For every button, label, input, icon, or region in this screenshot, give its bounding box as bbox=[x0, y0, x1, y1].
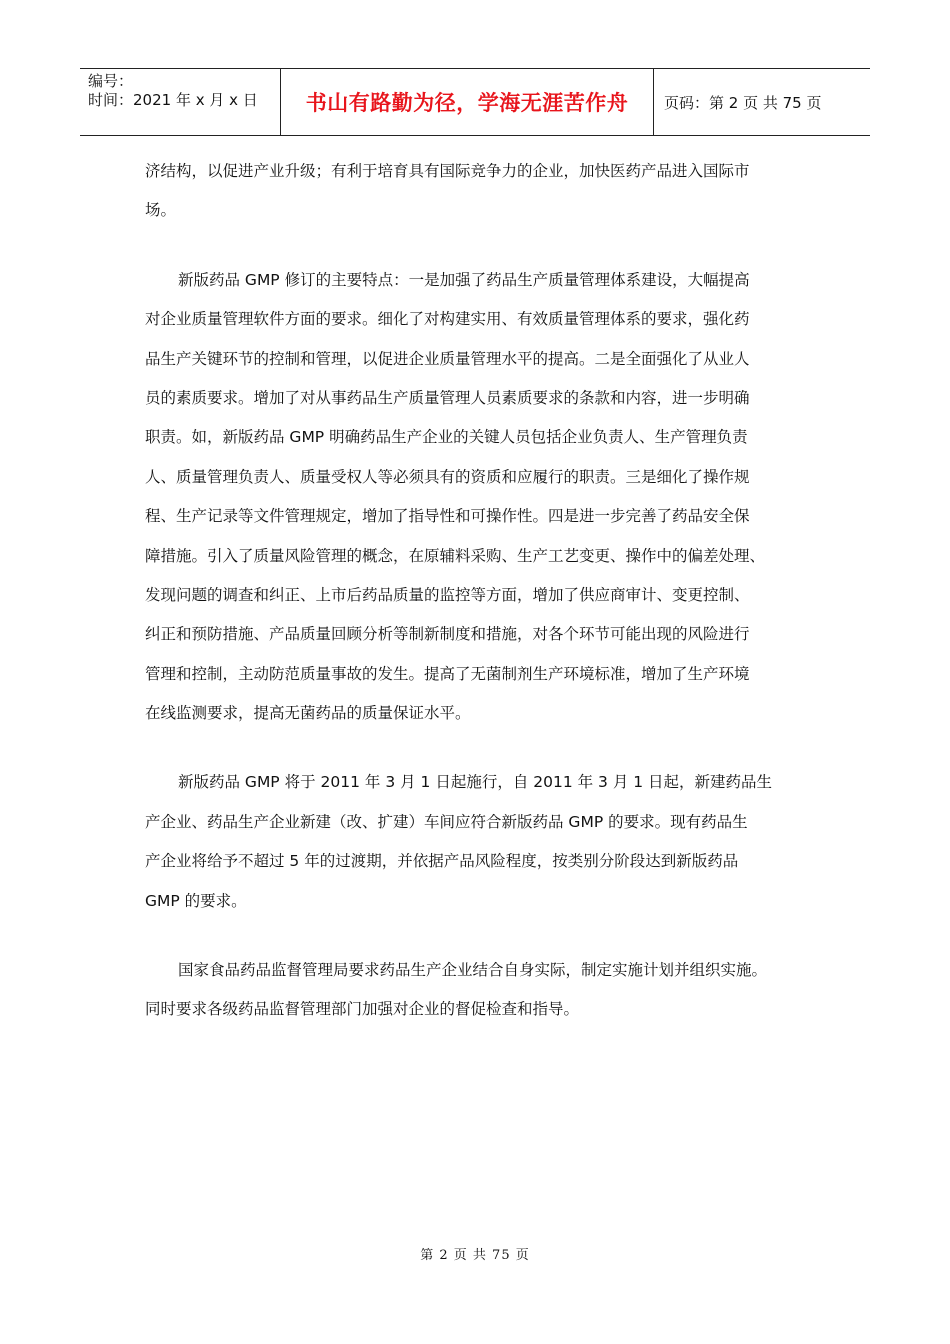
paragraph bbox=[145, 763, 810, 921]
paragraph bbox=[145, 152, 810, 231]
text-line: 新版药品 GMP 将于 2011 年 3 月 1 日起施行，自 2011 年 3 月 1 日起，新建药品生 bbox=[178, 773, 773, 792]
document-body bbox=[145, 152, 810, 1060]
text-line: 职责。如，新版药品 GMP 明确药品生产企业的关键人员包括企业负责人、生产管理负责 bbox=[145, 428, 748, 447]
document-time: 时间：2021 年 x 月 x 日 bbox=[88, 91, 258, 109]
header-motto: 书山有路勤为径，学海无涯苦作舟 bbox=[281, 69, 654, 135]
text-line: 纠正和预防措施、产品质量回顾分析等制新制度和措施，对各个环节可能出现的风险进行 bbox=[145, 625, 750, 644]
page-footer: 第 2 页 共 75 页 bbox=[420, 1248, 530, 1263]
text-line: 国家食品药品监督管理局要求药品生产企业结合自身实际，制定实施计划并组织实施。 bbox=[178, 961, 768, 980]
page-header bbox=[80, 68, 870, 136]
text-line: 员的素质要求。增加了对从事药品生产质量管理人员素质要求的条款和内容，进一步明确 bbox=[145, 388, 750, 407]
text-line: 程、生产记录等文件管理规定，增加了指导性和可操作性。四是进一步完善了药品安全保 bbox=[145, 507, 750, 526]
header-meta bbox=[80, 69, 281, 135]
text-line: 对企业质量管理软件方面的要求。细化了对构建实用、有效质量管理体系的要求，强化药 bbox=[145, 310, 750, 329]
text-line: 场。 bbox=[145, 201, 177, 220]
header-page-info: 页码：第 2 页 共 75 页 bbox=[664, 93, 822, 112]
text-line: 发现问题的调查和纠正、上市后药品质量的监控等方面，增加了供应商审计、变更控制、 bbox=[145, 585, 750, 604]
text-line: 产企业、药品生产企业新建（改、扩建）车间应符合新版药品 GMP 的要求。现有药品生 bbox=[145, 812, 748, 831]
paragraph bbox=[145, 951, 810, 1030]
paragraph bbox=[145, 261, 810, 734]
text-line: GMP 的要求。 bbox=[145, 891, 247, 910]
text-line: 济结构，以促进产业升级；有利于培育具有国际竞争力的企业，加快医药产品进入国际市 bbox=[145, 162, 750, 180]
document-number-label: 编号： bbox=[88, 72, 134, 90]
text-line: 同时要求各级药品监督管理部门加强对企业的督促检查和指导。 bbox=[145, 1000, 580, 1019]
text-line: 在线监测要求，提高无菌药品的质量保证水平。 bbox=[145, 704, 471, 723]
text-line: 人、质量管理负责人、质量受权人等必须具有的资质和应履行的职责。三是细化了操作规 bbox=[145, 467, 750, 486]
text-line: 障措施。引入了质量风险管理的概念，在原辅料采购、生产工艺变更、操作中的偏差处理、 bbox=[145, 546, 766, 565]
text-line: 产企业将给予不超过 5 年的过渡期，并依据产品风险程度，按类别分阶段达到新版药品 bbox=[145, 852, 739, 871]
text-line: 管理和控制，主动防范质量事故的发生。提高了无菌制剂生产环境标准，增加了生产环境 bbox=[145, 664, 750, 683]
text-line: 品生产关键环节的控制和管理，以促进企业质量管理水平的提高。二是全面强化了从业人 bbox=[145, 349, 750, 368]
text-line: 新版药品 GMP 修订的主要特点：一是加强了药品生产质量管理体系建设，大幅提高 bbox=[178, 270, 750, 289]
